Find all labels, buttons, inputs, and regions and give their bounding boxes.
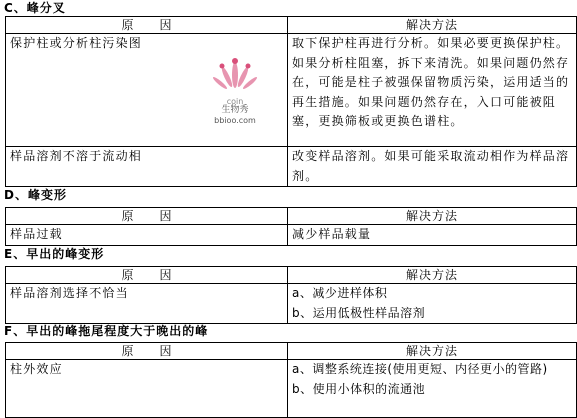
table-e: [5, 266, 577, 324]
section-heading-d: D、峰变形: [4, 188, 67, 202]
solution-line: a、调整系统连接(使用更短、内径更小的管路): [292, 362, 548, 376]
cause-header-text: 原 因: [121, 209, 172, 223]
col-header-solution: 解决方法: [288, 343, 577, 360]
col-header-cause: [6, 343, 288, 360]
cause-cell: 样品溶剂选择不恰当: [6, 284, 288, 324]
cause-cell: 样品溶剂不溶于流动相: [6, 147, 288, 187]
col-header-cause: [6, 208, 288, 225]
cause-cell: 样品过载: [6, 225, 288, 246]
table-f: [5, 342, 577, 418]
section-heading-e: E、早出的峰变形: [4, 247, 105, 261]
solution-cell: 取下保护柱再进行分析。如果必要更换保护柱。如果分析柱阻塞，拆下来清洗。如果问题仍然存在，可能是柱子被强保留物质污染，运用适当的再生措施。如果问题仍然存在，入口可能被阻塞，更换筛板或更换色谱柱。: [288, 34, 577, 147]
section-heading-c: C、峰分叉: [4, 1, 66, 15]
cause-cell: 保护柱或分析柱污染图: [6, 34, 288, 147]
section-heading-f: F、早出的峰拖尾程度大于晚出的峰: [4, 324, 209, 338]
col-header-solution: 解决方法: [288, 267, 577, 284]
col-header-solution: 解决方法: [288, 17, 577, 34]
col-header-solution: 解决方法: [288, 208, 577, 225]
solution-cell: 改变样品溶剂。如果可能采取流动相作为样品溶剂。: [288, 147, 577, 187]
cause-header-text: 原 因: [121, 344, 172, 358]
solution-cell: [288, 284, 577, 324]
logo-flower-icon: [205, 55, 265, 107]
cause-header-text: 原 因: [121, 18, 172, 32]
cause-header-text: 原 因: [121, 268, 172, 282]
col-header-cause: [6, 17, 288, 34]
logo-text: coin: [226, 97, 244, 106]
cause-cell: 柱外效应: [6, 360, 288, 418]
solution-cell: 减少样品载量: [288, 225, 577, 246]
solution-line: b、使用小体积的流通池: [292, 381, 426, 396]
solution-line: a、减少进样体积: [292, 286, 388, 300]
solution-cell: [288, 360, 577, 418]
watermark-logo: [205, 55, 265, 129]
table-c: [5, 16, 577, 187]
col-header-cause: [6, 267, 288, 284]
watermark-site-name: 生物秀: [221, 105, 249, 115]
table-d: [5, 207, 577, 246]
watermark-site-url: bbioo.com: [214, 116, 256, 125]
solution-line: b、运用低极性样品溶剂: [292, 305, 426, 320]
